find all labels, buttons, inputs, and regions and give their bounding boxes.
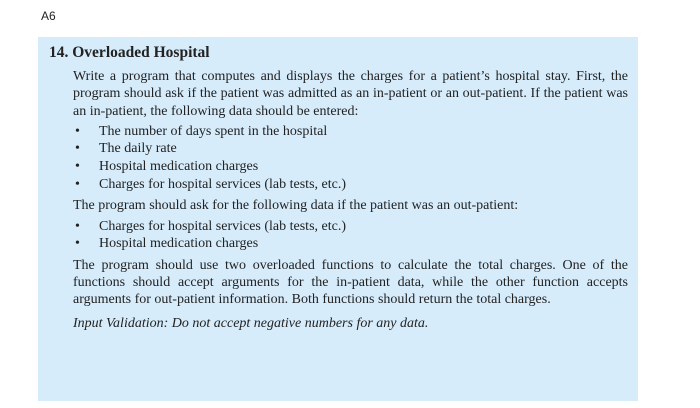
bullet-icon: • <box>75 176 80 192</box>
problem-title: 14. Overloaded Hospital <box>49 44 210 61</box>
intro-paragraph: Write a program that computes and displays the charges for a patient’s hospital stay. First, the program should ask if the patient was admitted as an in-patient or an out-patient. If the patient was an in-patient, the following data should be entered: <box>73 69 628 119</box>
list-item: • The number of days spent in the hospital <box>75 123 328 139</box>
problem-box <box>38 37 638 401</box>
list-item: • Hospital medication charges <box>75 236 259 252</box>
bullet-icon: • <box>75 123 80 139</box>
input-validation: Input Validation: Do not accept negative numbers for any data. <box>73 315 429 331</box>
inpatient-list <box>73 123 628 193</box>
bullet-icon: • <box>75 218 80 234</box>
outpatient-list <box>73 218 628 253</box>
list-item: • Charges for hospital services (lab tests, etc.) <box>75 176 347 192</box>
list-item: • Charges for hospital services (lab tests, etc.) <box>75 218 347 234</box>
outpatient-intro: The program should ask for the following data if the patient was an out-patient: <box>73 198 519 214</box>
problem-body <box>49 68 628 332</box>
bullet-icon: • <box>75 141 80 157</box>
list-item: • The daily rate <box>75 141 177 157</box>
functions-paragraph: The program should use two overloaded functions to calculate the total charges. One of the functions should accept arguments for the in-patient data, while the other function accepts arguments for out-patient information. Both functions should return the total charges. <box>73 257 628 308</box>
list-item: • Hospital medication charges <box>75 159 259 175</box>
bullet-icon: • <box>75 159 80 175</box>
page-label: A6 <box>41 9 56 23</box>
bullet-icon: • <box>75 236 80 252</box>
